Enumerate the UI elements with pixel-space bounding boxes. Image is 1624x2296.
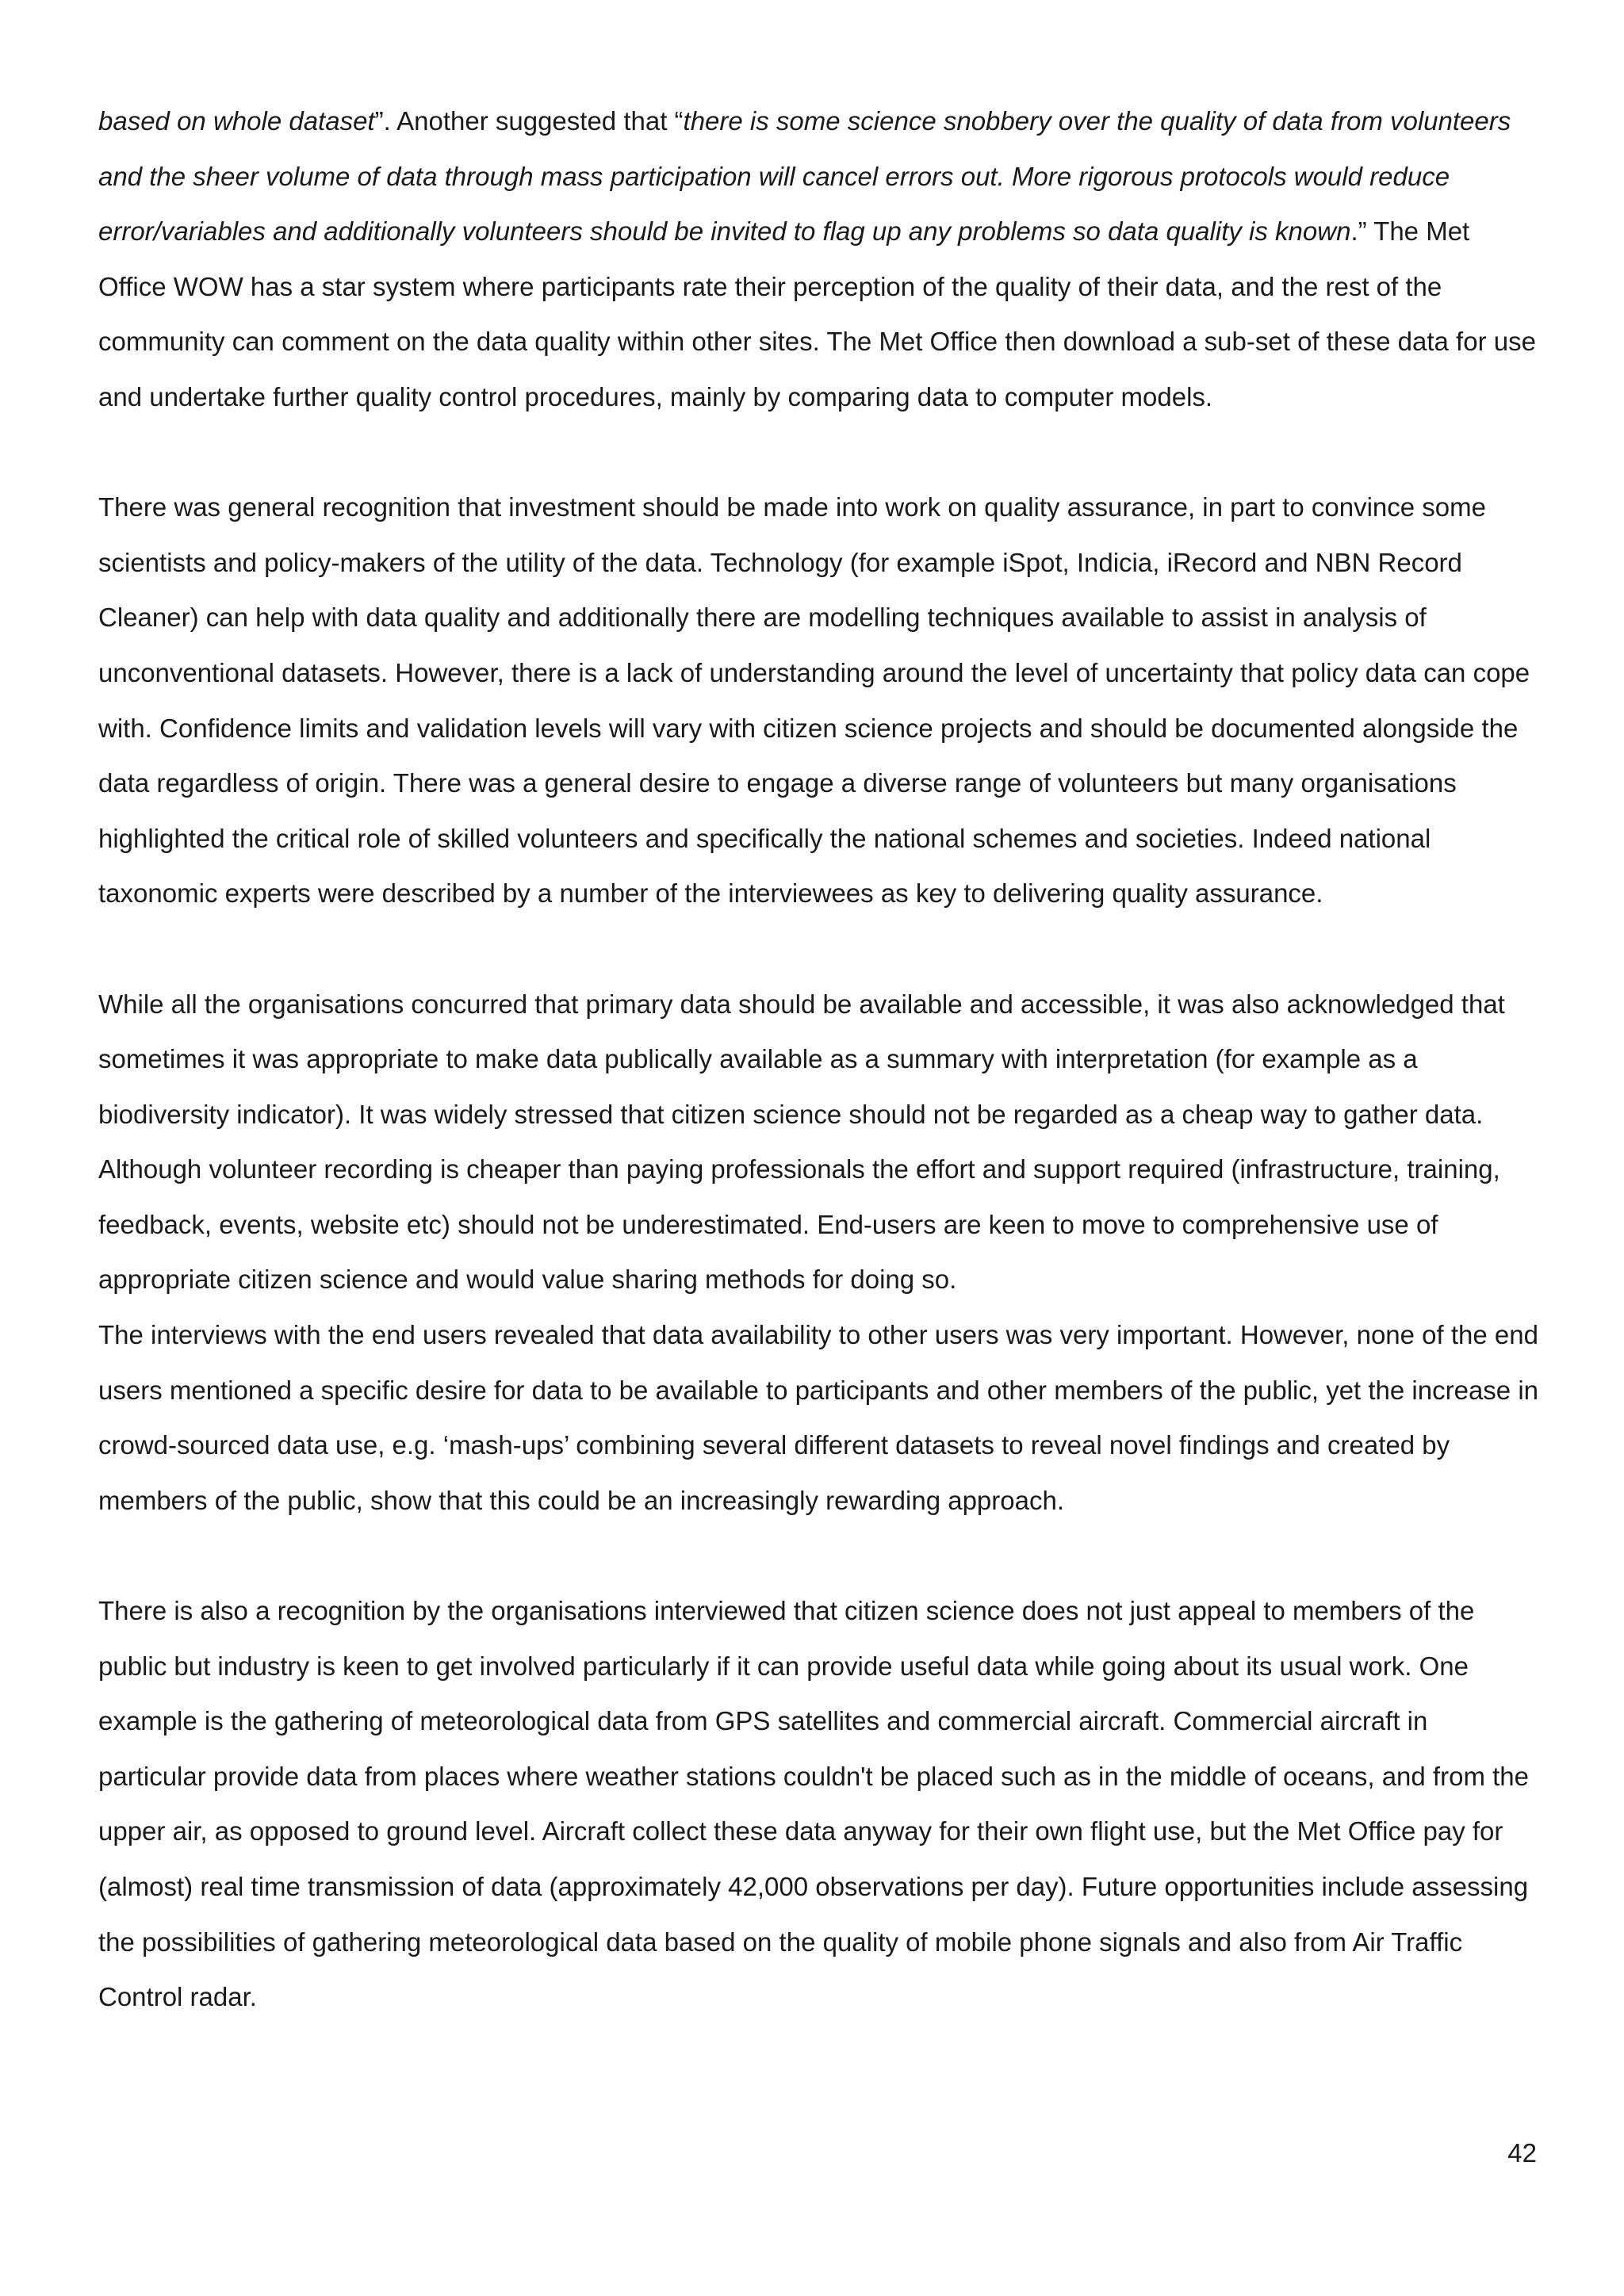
paragraph-text: While all the organisations concurred that primary data should be available and accessible, it was also acknowledged that sometimes it was appropriate to make data publically available as a summary with interpretation (for example as a biodiversity indicator). It was widely stressed that citizen science should not be regarded as a cheap way to gather data. Although volunteer recording is cheaper than paying professionals the effort and support required (infrastructure, training, feedback, events, website etc) should not be underestimated. End-users are keen to move to comprehensive use of appropriate citizen science and would value sharing methods for doing so.	[98, 989, 1505, 1295]
paragraph-text: There was general recognition that investment should be made into work on quality assurance, in part to convince some scientists and policy-makers of the utility of the data. Technology (for example iSpot, Indicia, iRecord and NBN Record Cleaner) can help with data quality and additionally there are modelling techniques available to assist in analysis of unconventional datasets. However, there is a lack of understanding around the level of uncertainty that policy data can cope with. Confidence limits and validation levels will vary with citizen science projects and should be documented alongside the data regardless of origin. There was a general desire to engage a diverse range of volunteers but many organisations highlighted the critical role of skilled volunteers and specifically the national schemes and societies. Indeed national taxonomic experts were described by a number of the interviewees as key to delivering quality assurance.	[98, 492, 1530, 909]
paragraph-text: There is also a recognition by the organisations interviewed that citizen science does not just appeal to members of the public but industry is keen to get involved particularly if it can provide useful data while going about its usual work. One example is the gathering of meteorological data from GPS satellites and commercial aircraft. Commercial aircraft in particular provide data from places where weather stations couldn't be placed such as in the middle of oceans, and from the upper air, as opposed to ground level. Aircraft collect these data anyway for their own flight use, but the Met Office pay for (almost) real time transmission of data (approximately 42,000 observations per day). Future opportunities include assessing the possibilities of gathering meteorological data based on the quality of mobile phone signals and also from Air Traffic Control radar.	[98, 1596, 1529, 2012]
paragraph-spacer	[98, 1528, 1542, 1583]
paragraph-spacer	[98, 921, 1542, 977]
italic-quote-text: based on whole dataset	[98, 106, 375, 136]
paragraph-text: ”. Another suggested that “	[374, 106, 684, 136]
paragraph	[98, 1583, 1542, 2025]
paragraph	[98, 977, 1542, 1308]
italic-quote-text: there is some science snobbery over the quality of data from volunteers and the sheer volume of data through mass participation will cancel errors out. More rigorous protocols would reduce error/variables and additionally volunteers should be invited to flag up any problems so data quality is known	[98, 106, 1511, 247]
paragraph	[98, 1307, 1542, 1528]
page-number: 42	[1507, 2138, 1537, 2168]
paragraph	[98, 480, 1542, 921]
paragraph-text: The interviews with the end users revealed that data availability to other users was very important. However, none of the end users mentioned a specific desire for data to be available to participants and other members of the public, yet the increase in crowd-sourced data use, e.g. ‘mash-ups’ combining several different datasets to reveal novel findings and created by members of the public, show that this could be an increasingly rewarding approach.	[98, 1320, 1539, 1515]
paragraph-spacer	[98, 425, 1542, 480]
paragraph-text: .” The Met Office WOW has a star system where participants rate their perception of the quality of their data, and the rest of the community can comment on the data quality within other sites. The Met Office then download a sub-set of these data for use and undertake further quality control procedures, mainly by comparing data to computer models.	[98, 216, 1536, 411]
paragraph	[98, 94, 1542, 425]
document-body	[98, 94, 1542, 2025]
